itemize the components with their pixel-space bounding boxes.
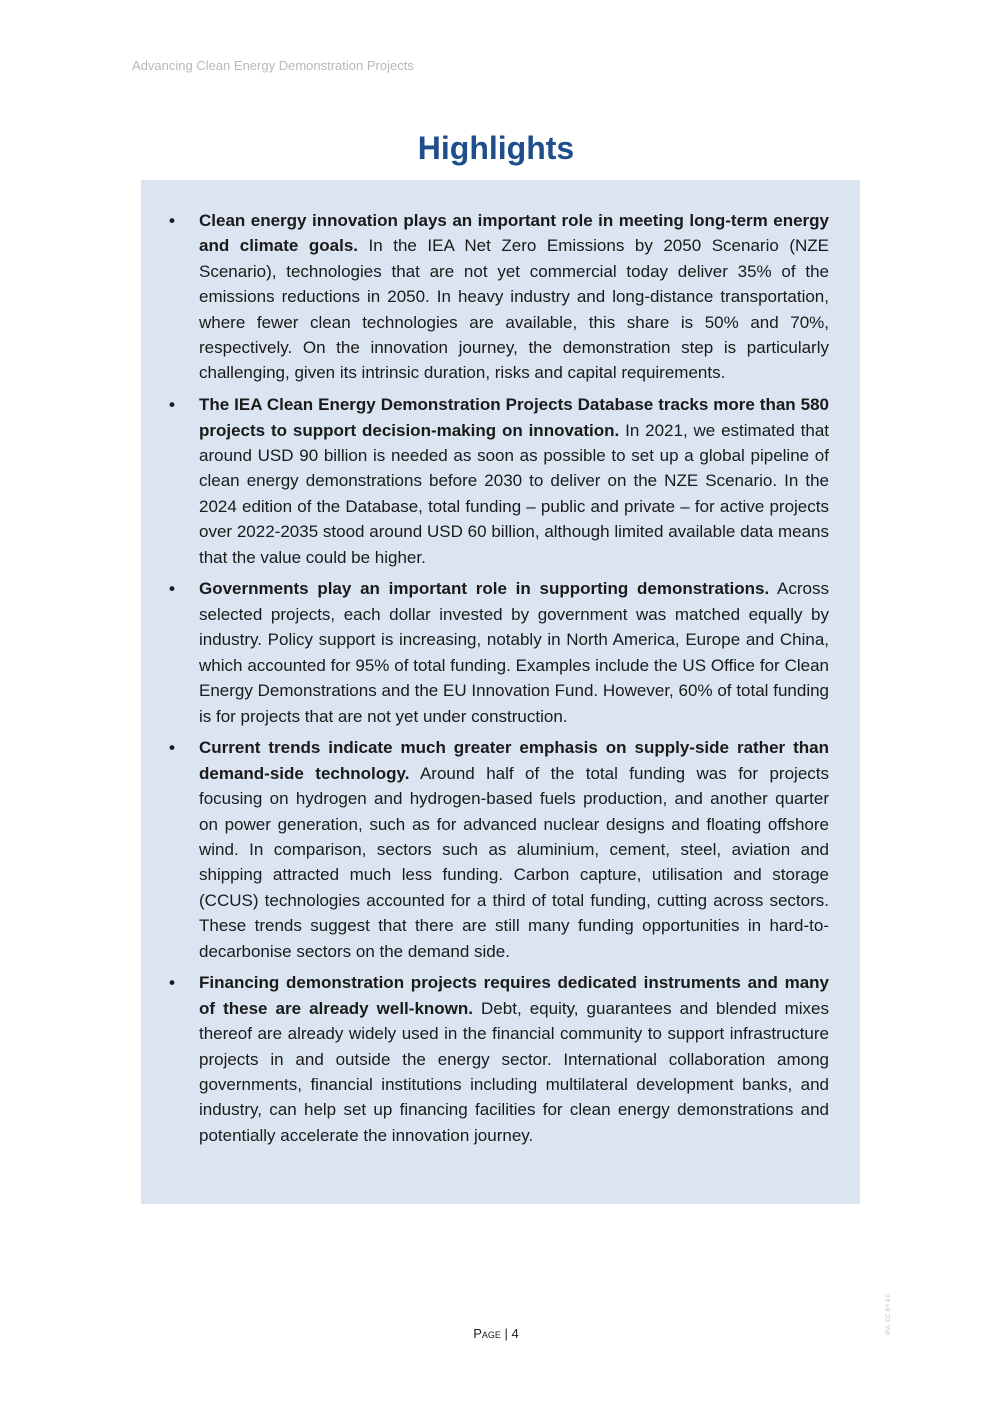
page-title: Highlights: [417, 130, 575, 166]
bullet-lead: Clean energy innovation plays an important role in meeting long-term energy and climate goals.: [199, 211, 829, 256]
bullet-body: Debt, equity, guarantees and blended mixes thereof are already widely used in the financial community to support infrastructure projects in and outside the energy sector. International collaboration among governments, financial institutions including multilateral development banks, and industry, can help set up financing facilities for clean energy demonstrations and potentially accelerate the innovation journey.: [199, 998, 829, 1145]
bullet-lead: The IEA Clean Energy Demonstration Projects Database tracks more than 580 projects to support decision-making on innovation.: [199, 395, 829, 440]
page-label: Page: [473, 1326, 501, 1341]
bullet-body: In 2021, we estimated that around USD 90 billion is needed as soon as possible to set up a global pipeline of clean energy demonstrations before 2030 to deliver on the NZE Scenario. In the 2024 edition of the Database, total funding – public and private – for active projects over 2022-2035 stood around USD 60 billion, although limited available data means that the value could be higher.: [199, 420, 829, 567]
highlight-item-2: [167, 392, 829, 570]
page-separator: |: [500, 1326, 512, 1341]
bullet-icon: •: [169, 395, 175, 415]
highlight-item-1: [167, 208, 829, 386]
highlight-item-4: [167, 735, 829, 964]
bullet-lead: Governments play an important role in supporting demonstrations.: [199, 579, 770, 599]
license-note: IEA. CC BY 4.0.: [886, 1292, 892, 1335]
bullet-icon: •: [169, 973, 175, 993]
highlight-item-5: [167, 970, 829, 1148]
bullet-lead: Financing demonstration projects requires dedicated instruments and many of these are already well-known.: [199, 973, 829, 1018]
page-footer: [0, 1326, 992, 1341]
bullet-body: In the IEA Net Zero Emissions by 2050 Scenario (NZE Scenario), technologies that are not yet commercial today deliver 35% of the emissions reductions in 2050. In heavy industry and long-distance transportation, where fewer clean technologies are available, this share is 50% and 70%, respectively. On the innovation journey, the demonstration step is particularly challenging, given its intrinsic duration, risks and capital requirements.: [199, 236, 829, 383]
bullet-body: Around half of the total funding was for projects focusing on hydrogen and hydrogen-based fuels production, and another quarter on power generation, such as for advanced nuclear designs and floating offshore wind. In comparison, sectors such as aluminium, cement, steel, aviation and shipping attracted much less funding. Carbon capture, utilisation and storage (CCUS) technologies accounted for a third of total funding, cutting across sectors. These trends suggest that there are still many funding opportunities in hard-to-decarbonise sectors on the demand side.: [199, 763, 830, 961]
running-header: Advancing Clean Energy Demonstration Projects: [132, 58, 414, 73]
bullet-icon: •: [169, 579, 175, 599]
page-number: 4: [511, 1326, 519, 1341]
bullet-icon: •: [169, 738, 175, 758]
bullet-lead: Current trends indicate much greater emphasis on supply-side rather than demand-side technology.: [199, 738, 829, 783]
bullet-body: Across selected projects, each dollar invested by government was matched equally by industry. Policy support is increasing, notably in North America, Europe and China, which accounted for 95% of total funding. Examples include the US Office for Clean Energy Demonstrations and the EU Innovation Fund. However, 60% of total funding is for projects that are not yet under construction.: [199, 579, 829, 726]
highlights-list: [167, 208, 829, 1148]
bullet-icon: •: [169, 211, 175, 230]
highlights-box: [141, 180, 860, 1204]
highlight-item-3: [167, 576, 829, 728]
